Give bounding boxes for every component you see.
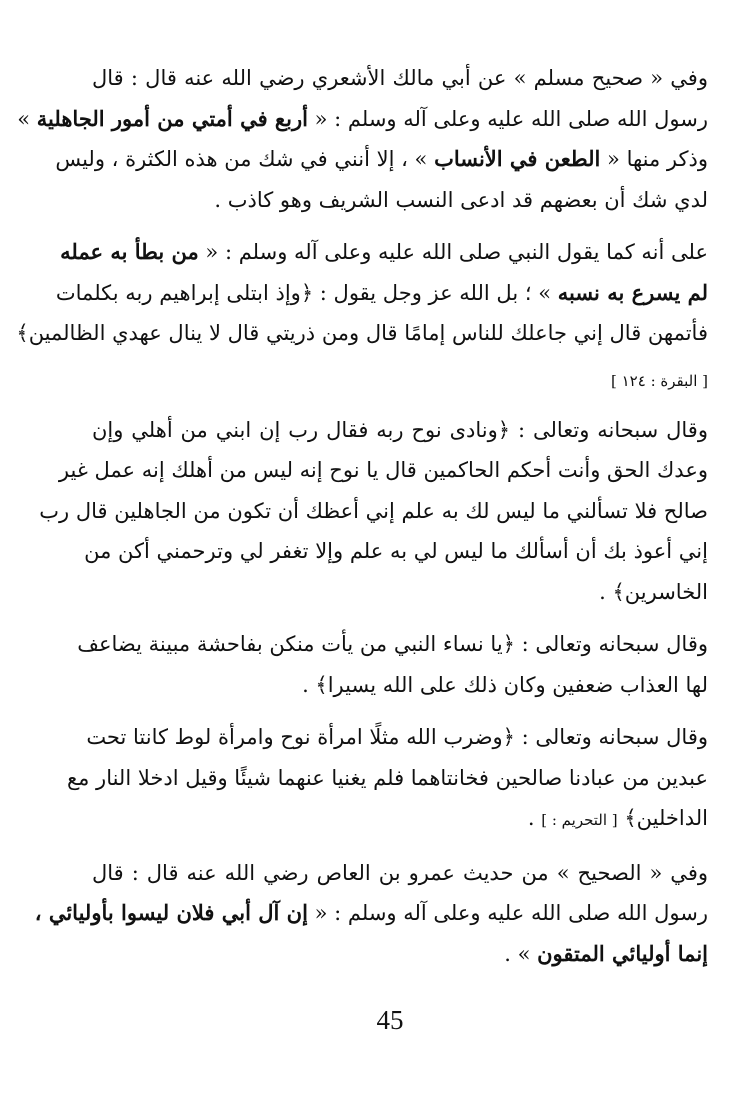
- text-line: على أنه كما يقول النبي صلى الله عليه وعلى آله وسلم : « من بطأ به عمله: [60, 239, 708, 264]
- paragraph: [17, 58, 708, 220]
- text-line: فأتمهن قال إني جاعلك للناس إمامًا قال ومن ذريتي قال لا ينال عهدي الظالمين﴾: [16, 321, 708, 345]
- paragraph: [77, 624, 708, 705]
- text-line: لها العذاب ضعفين وكان ذلك على الله يسيرا﴾ .: [302, 672, 708, 697]
- text-line: وذكر منها « الطعن في الأنساب » ، إلا أنني في شك من هذه الكثرة ، وليس: [55, 146, 708, 171]
- paragraph: [34, 853, 708, 975]
- page-text-body: [16, 58, 708, 986]
- verse-reference: [ البقرة : ١٢٤ ]: [611, 371, 708, 390]
- text-line: إني أعوذ بك أن أسألك ما ليس لي به علم وإلا تغفر لي وترحمني أكن من: [84, 539, 708, 563]
- bold-hadith-text: إنما أوليائي المتقون: [537, 940, 708, 966]
- text-line: وفي « الصحيح » من حديث عمرو بن العاص رضي الله عنه قال : قال: [92, 860, 708, 885]
- text-line: صالح فلا تسألني ما ليس لك به علم إني أعظك أن تكون من الجاهلين قال رب: [39, 498, 708, 523]
- text-line: وعدك الحق وأنت أحكم الحاكمين قال يا نوح إنه ليس من أهلك إنه عمل غير: [58, 458, 708, 482]
- bold-hadith-text: من بطأ به عمله: [60, 239, 199, 264]
- text-line: رسول الله صلى الله عليه وعلى آله وسلم : « إن آل أبي فلان ليسوا بأوليائي ،: [34, 900, 708, 925]
- bold-hadith-text: أربع في أمتي من أمور الجاهلية: [36, 105, 308, 131]
- verse-reference: [ التحريم : ]: [541, 811, 618, 829]
- text-line: عبدين من عبادنا صالحين فخانتاهما فلم يغنيا عنهما شيئًا وقيل ادخلا النار مع: [66, 765, 708, 790]
- bold-hadith-text: الطعن في الأنساب: [434, 146, 601, 171]
- text-line: لدي شك أن بعضهم قد ادعى النسب الشريف وهو كاذب .: [214, 187, 708, 212]
- bold-hadith-text: لم يسرع به نسبه: [557, 279, 708, 305]
- text-line: وقال سبحانه وتعالى : ﴿ونادى نوح ربه فقال رب إن ابني من أهلي وإن: [92, 417, 708, 442]
- text-line: وفي « صحيح مسلم » عن أبي مالك الأشعري رضي الله عنه قال : قال: [92, 66, 708, 90]
- text-line: رسول الله صلى الله عليه وعلى آله وسلم : « أربع في أمتي من أمور الجاهلية »: [17, 105, 708, 131]
- text-line: لم يسرع به نسبه » ؛ بل الله عز وجل يقول : ﴿وإذ ابتلى إبراهيم ربه بكلمات: [55, 279, 708, 305]
- page-number: 45: [376, 1005, 404, 1035]
- text-line: وقال سبحانه وتعالى : ﴿يا نساء النبي من يأت منكن بفاحشة مبينة يضاعف: [77, 632, 708, 656]
- paragraph: [39, 410, 708, 613]
- paragraph: [16, 232, 708, 354]
- text-line: إنما أوليائي المتقون » .: [504, 940, 708, 966]
- bold-hadith-text: إن آل أبي فلان ليسوا بأوليائي ،: [34, 900, 308, 925]
- paragraph: [66, 717, 708, 841]
- text-line: وقال سبحانه وتعالى : ﴿وضرب الله مثلًا امرأة نوح وامرأة لوط كانتا تحت: [86, 725, 708, 749]
- text-line: الداخلين﴾ [ التحريم : ] .: [527, 806, 708, 830]
- text-line: الخاسرين﴾ .: [599, 579, 708, 604]
